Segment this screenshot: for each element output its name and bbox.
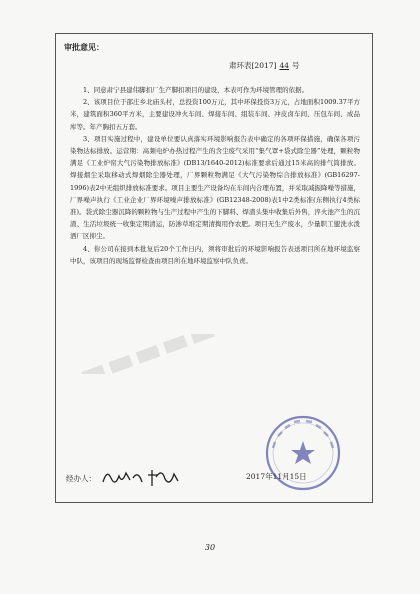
approval-date: 2017年11月15日 bbox=[246, 472, 307, 481]
paragraph-2: 2、该项目位于邵庄乡北庙头村，总投资100万元，其中环保投资3万元，占地面积1009.37平方米，建筑面积360平方米，主要建设冲火车间、焊接车间、组装车间、冲皮卤车间、压包车间、成品库等。年产胸扣五万套。 bbox=[70, 98, 360, 131]
review-opinion-label: 审批意见： bbox=[64, 42, 104, 52]
approval-form bbox=[55, 33, 373, 503]
watermark-graphic bbox=[74, 334, 224, 374]
handler-signature bbox=[100, 466, 180, 490]
document-number bbox=[229, 60, 300, 71]
handler-row bbox=[66, 466, 180, 490]
paragraph-1: 1、同意肃宁县建伟脚扣厂生产脚扣项目的建设，本表可作为环境管理的依据。 bbox=[83, 86, 309, 94]
handler-label: 经办人： bbox=[66, 473, 96, 483]
doc-number-suffix: 号 bbox=[292, 61, 300, 70]
doc-number-prefix: 肃环表[2017] bbox=[229, 61, 277, 70]
page-number: 30 bbox=[204, 543, 216, 552]
doc-number-value: 44 bbox=[279, 61, 289, 70]
paragraph-3: 3、项目实施过程中，建设单位要认真落实环境影响报告表中确定的各项环保措施，确保各项污染物达标排放。运营期：高频电炉办热过程产生的含尘废气采用“集气罩+袋式除尘器”处理，颗粒物满足《工业炉窑大气污染物排放标准》(DB13/1640-2012)标准要求后通过15米高的排气筒排放。焊接烟尘采取移动式焊烟除尘器处理，厂界颗粒物满足《大气污染物综合排放标准》(GB16297-1996)表2中无组织排放标准要求。项目主要生产设备均在车间内合理布置，并采取减振降噪等措施，厂界噪声执行《工业企业厂界环境噪声排放标准》(GB12348-2008)表1中2类标准(东侧执行4类标准)。袋式除尘器沉降的颗粒物与生产过程中产生的下脚料、焊渣头集中收集后外售，淬火池产生的沉渣、生活垃圾统一收集定期清运，防渗草堆定期清掏用作农肥。项目无生产废水，少量职工盥洗水泼洒厂区抑尘。 bbox=[70, 134, 360, 241]
paragraph-4: 4、你公司在接到本批复后20个工作日内，须将审批后的环境影响报告表送项目所在地环境监察中队，该项目的现场监督检查由项目所在地环境监察中队负责。 bbox=[70, 244, 360, 265]
approval-body bbox=[70, 84, 360, 267]
